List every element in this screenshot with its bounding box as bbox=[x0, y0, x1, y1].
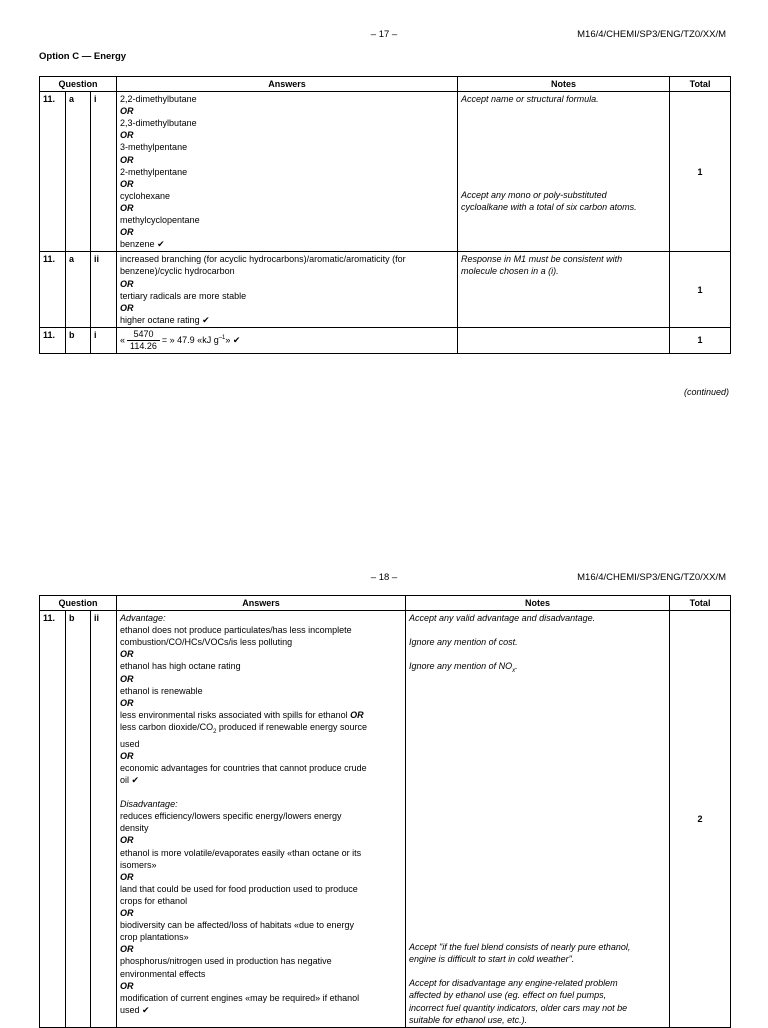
text-line bbox=[409, 977, 666, 989]
line-text: methylcyclopentane bbox=[120, 215, 200, 226]
question-subpart: i bbox=[91, 92, 117, 252]
line-text: Accept for disadvantage any engine-related problem bbox=[409, 978, 618, 989]
text-line bbox=[120, 253, 454, 265]
total-cell: 1 bbox=[670, 92, 731, 252]
line-text: ethanol is renewable bbox=[120, 685, 203, 696]
line-text: molecule chosen in a (i). bbox=[461, 266, 559, 277]
header-notes: Notes bbox=[406, 596, 670, 611]
fraction bbox=[127, 329, 160, 352]
question-part: b bbox=[66, 327, 91, 353]
or-separator bbox=[120, 943, 402, 955]
header-question: Question bbox=[40, 77, 117, 92]
or-separator bbox=[120, 202, 454, 214]
line-text: OR bbox=[120, 835, 134, 846]
table-row-11ai bbox=[40, 92, 731, 252]
answers-cell bbox=[117, 611, 406, 1028]
line-text: ethanol does not produce particulates/has less incomplete bbox=[120, 625, 352, 636]
spacer bbox=[409, 648, 666, 660]
notes-cell bbox=[458, 252, 670, 328]
fraction-denominator: 114.26 bbox=[130, 340, 157, 351]
text-line bbox=[120, 822, 402, 834]
text-line bbox=[120, 798, 402, 810]
table-row-11aii bbox=[40, 252, 731, 328]
line-text: Response in M1 must be consistent with bbox=[461, 254, 623, 265]
notes-cell bbox=[458, 92, 670, 252]
question-number: 11. bbox=[40, 252, 66, 328]
header-total: Total bbox=[670, 596, 731, 611]
question-number: 11. bbox=[40, 327, 66, 353]
or-separator bbox=[120, 750, 402, 762]
line-text: OR bbox=[120, 278, 134, 289]
header-notes: Notes bbox=[458, 77, 670, 92]
or-separator bbox=[120, 302, 454, 314]
table-header-row bbox=[40, 596, 731, 611]
text-line bbox=[409, 989, 666, 1001]
line-text: environmental effects bbox=[120, 968, 206, 979]
table-row-11bii bbox=[40, 611, 731, 1028]
subscript: 2 bbox=[213, 728, 217, 735]
or-separator bbox=[120, 226, 454, 238]
or-separator bbox=[120, 673, 402, 685]
text-line bbox=[461, 265, 666, 277]
line-text: used ✔ bbox=[120, 1004, 150, 1015]
text-line bbox=[120, 955, 402, 967]
spacer bbox=[409, 624, 666, 636]
line-text: reduces efficiency/lowers specific energy/lowers energy bbox=[120, 811, 342, 822]
header-total: Total bbox=[670, 77, 731, 92]
page-number-1: – 17 – bbox=[370, 29, 398, 40]
line-text: cyclohexane bbox=[120, 190, 171, 201]
text-line bbox=[461, 93, 666, 105]
line-text: 2-methylpentane bbox=[120, 166, 188, 177]
section-title: Option C — Energy bbox=[39, 51, 127, 62]
or-separator bbox=[120, 697, 402, 709]
line-text: OR bbox=[120, 649, 134, 660]
line-text: biodiversity can be affected/loss of habitats «due to energy bbox=[120, 920, 355, 931]
line-text: economic advantages for countries that cannot produce crude bbox=[120, 763, 367, 774]
line-text: oil ✔ bbox=[120, 775, 140, 786]
formula-open: « bbox=[120, 334, 126, 345]
text-line bbox=[120, 992, 402, 1004]
text-line bbox=[120, 774, 402, 786]
line-text: ethanol has high octane rating bbox=[120, 661, 241, 672]
notes-cell bbox=[406, 611, 670, 1028]
line-text: ethanol is more volatile/evaporates easily «than octane or its bbox=[120, 847, 362, 858]
question-number: 11. bbox=[40, 611, 66, 1028]
line-text: affected by ethanol use (eg. effect on fuel pumps, bbox=[409, 990, 607, 1001]
text-line bbox=[120, 93, 454, 105]
line-text: Advantage: bbox=[120, 613, 166, 624]
line-text: isomers» bbox=[120, 859, 157, 870]
text-line bbox=[120, 968, 402, 980]
line-text: 2,2-dimethylbutane bbox=[120, 94, 197, 105]
line-text: OR bbox=[120, 302, 134, 313]
line-text: Ignore any mention of NO bbox=[409, 661, 513, 672]
line-text-after: produced if renewable energy source bbox=[216, 721, 368, 732]
total-cell: 1 bbox=[670, 327, 731, 353]
text-line bbox=[409, 660, 666, 677]
line-text: OR bbox=[120, 980, 134, 991]
or-separator bbox=[120, 105, 454, 117]
line-text: used bbox=[120, 738, 140, 749]
line-text: tertiary radicals are more stable bbox=[120, 290, 247, 301]
spacer bbox=[409, 677, 666, 941]
or-separator bbox=[120, 907, 402, 919]
answers-cell bbox=[117, 92, 458, 252]
text-line bbox=[120, 636, 402, 648]
or-inline: OR bbox=[350, 709, 364, 720]
or-separator bbox=[120, 178, 454, 190]
or-separator bbox=[120, 129, 454, 141]
markscheme-table-1 bbox=[39, 76, 731, 354]
text-line bbox=[120, 117, 454, 129]
continued-label: (continued) bbox=[683, 387, 729, 397]
table-header-row bbox=[40, 77, 731, 92]
text-line bbox=[120, 141, 454, 153]
text-line bbox=[461, 253, 666, 265]
line-text: suitable for ethanol use, etc.). bbox=[409, 1014, 528, 1025]
line-text: less carbon dioxide/CO bbox=[120, 721, 214, 732]
line-text: OR bbox=[120, 697, 134, 708]
text-line bbox=[120, 190, 454, 202]
line-text: less environmental risks associated with spills for ethanol bbox=[120, 709, 348, 720]
line-text: engine is difficult to start in cold weather". bbox=[409, 954, 575, 965]
line-text: 2,3-dimethylbutane bbox=[120, 118, 197, 129]
line-text: OR bbox=[120, 154, 134, 165]
text-line bbox=[120, 1004, 402, 1016]
text-line bbox=[120, 931, 402, 943]
question-part: a bbox=[66, 92, 91, 252]
header-answers: Answers bbox=[117, 77, 458, 92]
question-subpart: ii bbox=[91, 611, 117, 1028]
line-text: OR bbox=[120, 944, 134, 955]
or-separator bbox=[120, 871, 402, 883]
line-text: 3-methylpentane bbox=[120, 142, 188, 153]
text-line bbox=[120, 238, 454, 250]
line-text: crops for ethanol bbox=[120, 895, 188, 906]
text-line bbox=[120, 847, 402, 859]
fraction-numerator: 5470 bbox=[127, 329, 160, 341]
notes-cell bbox=[458, 327, 670, 353]
text-line bbox=[120, 762, 402, 774]
line-text: OR bbox=[120, 130, 134, 141]
line-text: Disadvantage: bbox=[120, 799, 178, 810]
line-text: phosphorus/nitrogen used in production has negative bbox=[120, 956, 332, 967]
page-number-2: – 18 – bbox=[370, 572, 398, 583]
document-code-1: M16/4/CHEMI/SP3/ENG/TZ0/XX/M bbox=[577, 29, 726, 40]
header-question: Question bbox=[40, 596, 117, 611]
line-text: increased branching (for acyclic hydrocarbons)/aromatic/aromaticity (for bbox=[120, 254, 406, 265]
formula-close: » ✔ bbox=[225, 334, 241, 345]
text-line bbox=[120, 660, 402, 672]
text-line bbox=[120, 612, 402, 624]
text-line bbox=[120, 265, 454, 277]
text-line bbox=[120, 895, 402, 907]
text-line bbox=[120, 214, 454, 226]
markscheme-table-2 bbox=[39, 595, 731, 1028]
spacer bbox=[409, 965, 666, 977]
text-line bbox=[461, 201, 666, 213]
line-text: higher octane rating ✔ bbox=[120, 314, 210, 325]
answers-cell bbox=[117, 252, 458, 328]
line-text: OR bbox=[120, 202, 134, 213]
question-part: a bbox=[66, 252, 91, 328]
line-text: Accept "if the fuel blend consists of nearly pure ethanol, bbox=[409, 942, 631, 953]
formula bbox=[120, 328, 241, 351]
document-code-2: M16/4/CHEMI/SP3/ENG/TZ0/XX/M bbox=[577, 572, 726, 583]
text-line bbox=[120, 721, 402, 738]
text-line bbox=[461, 189, 666, 201]
text-line bbox=[120, 709, 402, 721]
text-line bbox=[409, 612, 666, 624]
text-line bbox=[120, 738, 402, 750]
line-text: OR bbox=[120, 227, 134, 238]
formula-result: = » 47.9 «kJ g bbox=[161, 334, 219, 345]
text-line bbox=[409, 941, 666, 953]
line-text: modification of current engines «may be required» if ethanol bbox=[120, 992, 360, 1003]
line-text: benzene)/cyclic hydrocarbon bbox=[120, 266, 235, 277]
or-separator bbox=[120, 154, 454, 166]
line-text: OR bbox=[120, 750, 134, 761]
line-text: OR bbox=[120, 106, 134, 117]
line-text: land that could be used for food production used to produce bbox=[120, 883, 358, 894]
header-answers: Answers bbox=[117, 596, 406, 611]
line-text: benzene ✔ bbox=[120, 239, 165, 250]
text-line bbox=[409, 636, 666, 648]
question-subpart: i bbox=[91, 327, 117, 353]
question-part: b bbox=[66, 611, 91, 1028]
text-line bbox=[120, 810, 402, 822]
text-line bbox=[120, 859, 402, 871]
text-line bbox=[120, 685, 402, 697]
total-cell: 2 bbox=[670, 611, 731, 1028]
text-line bbox=[409, 953, 666, 965]
text-line bbox=[120, 919, 402, 931]
question-subpart: ii bbox=[91, 252, 117, 328]
text-line bbox=[120, 624, 402, 636]
answers-cell bbox=[117, 327, 458, 353]
or-separator bbox=[120, 648, 402, 660]
line-text: crop plantations» bbox=[120, 932, 189, 943]
line-text: cycloalkane with a total of six carbon atoms. bbox=[461, 202, 637, 213]
formula-exponent: –1 bbox=[218, 334, 226, 341]
text-line bbox=[120, 166, 454, 178]
line-text: OR bbox=[120, 178, 134, 189]
or-separator bbox=[120, 834, 402, 846]
line-text: Accept name or structural formula. bbox=[461, 94, 599, 105]
spacer bbox=[461, 105, 666, 189]
line-text: Accept any mono or poly-substituted bbox=[461, 190, 607, 201]
text-line bbox=[120, 314, 454, 326]
line-text: density bbox=[120, 823, 149, 834]
line-text: OR bbox=[120, 673, 134, 684]
line-text: OR bbox=[120, 908, 134, 919]
line-text: OR bbox=[120, 871, 134, 882]
subscript: x bbox=[512, 668, 516, 675]
line-text: incorrect fuel quantity indicators, older cars may not be bbox=[409, 1002, 628, 1013]
line-text: combustion/CO/HCs/VOCs/is less polluting bbox=[120, 637, 293, 648]
question-number: 11. bbox=[40, 92, 66, 252]
text-line bbox=[120, 290, 454, 302]
text-line bbox=[120, 883, 402, 895]
text-line bbox=[409, 1002, 666, 1014]
line-text-after: . bbox=[515, 661, 518, 672]
spacer bbox=[120, 786, 402, 798]
or-separator bbox=[120, 278, 454, 290]
table-row-11bi bbox=[40, 327, 731, 353]
total-cell: 1 bbox=[670, 252, 731, 328]
line-text: Ignore any mention of cost. bbox=[409, 637, 518, 648]
line-text: Accept any valid advantage and disadvantage. bbox=[409, 613, 596, 624]
or-separator bbox=[120, 980, 402, 992]
